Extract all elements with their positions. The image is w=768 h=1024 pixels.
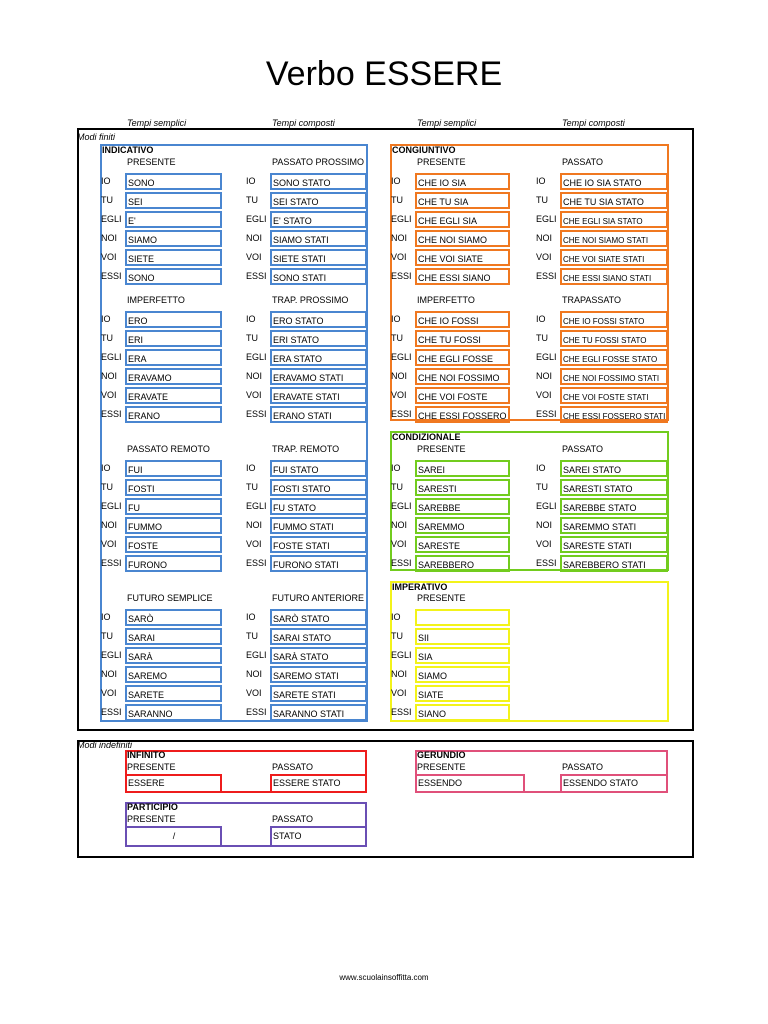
indicativo-title: INDICATIVO <box>102 145 154 155</box>
congiuntivo-presente-form: CHE ESSI SIANO <box>415 268 510 285</box>
condizionale-presente-form: SAREBBE <box>415 498 510 515</box>
imperativo-presente-pronoun: VOI <box>391 688 407 698</box>
indicativo-futuro-semplice-pronoun: VOI <box>101 688 117 698</box>
congiuntivo-passato-form: CHE TU SIA STATO <box>560 192 668 209</box>
indicativo-trapassato-remoto-form: FU STATO <box>270 498 367 515</box>
imperativo-presente-pronoun: ESSI <box>391 707 412 717</box>
indicativo-imperfetto-pronoun: NOI <box>101 371 118 381</box>
indicativo-passato-remoto-pronoun: ESSI <box>101 558 122 568</box>
indicativo-trapassato-remoto-form: FUI STATO <box>270 460 367 477</box>
condizionale-passato-form: SAREBBERO STATI <box>560 555 668 572</box>
indicativo-futuro-anteriore-pronoun: VOI <box>246 688 262 698</box>
indicativo-futuro-anteriore-form: SARÒ STATO <box>270 609 367 626</box>
participio-title: PARTICIPIO <box>127 802 178 812</box>
indicativo-trapassato-prossimo-form: ERI STATO <box>270 330 367 347</box>
gerundio-title: GERUNDIO <box>417 750 466 760</box>
imperativo-title: IMPERATIVO <box>392 582 448 592</box>
indicativo-futuro-anteriore-form: SAREMO STATI <box>270 666 367 683</box>
indicativo-trapassato-prossimo-pronoun: EGLI <box>246 352 267 362</box>
indicativo-futuro-anteriore-form: SARANNO STATI <box>270 704 367 721</box>
indicativo-passato-prossimo-pronoun: EGLI <box>246 214 267 224</box>
indicativo-futuro-semplice-form: SARÒ <box>125 609 222 626</box>
gerundio-presente-form: ESSENDO <box>415 774 525 793</box>
congiuntivo-presente-form: CHE IO SIA <box>415 173 510 190</box>
indicativo-imperfetto-form: ERA <box>125 349 222 366</box>
imperativo-presente-form <box>415 609 510 626</box>
imperativo-presente-pronoun: NOI <box>391 669 408 679</box>
condizionale-title: CONDIZIONALE <box>392 432 461 442</box>
indicativo-imperfetto-pronoun: ESSI <box>101 409 122 419</box>
indicativo-futuro-anteriore-form: SARETE STATI <box>270 685 367 702</box>
indicativo-passato-prossimo-form: SIAMO STATI <box>270 230 367 247</box>
indicativo-trapassato-remoto-pronoun: VOI <box>246 539 262 549</box>
modi-finiti-label: Modi finiti <box>77 132 116 142</box>
indicativo-trapassato-prossimo-pronoun: VOI <box>246 390 262 400</box>
congiuntivo-presente-pronoun: NOI <box>391 233 408 243</box>
participio-passato-form: STATO <box>270 826 367 847</box>
congiuntivo-trapassato-form: CHE ESSI FOSSERO STATI <box>560 406 668 423</box>
congiuntivo-presente-pronoun: ESSI <box>391 271 412 281</box>
condizionale-passato-pronoun: TU <box>536 482 548 492</box>
indicativo-futuro-semplice-form: SARETE <box>125 685 222 702</box>
indicativo-trapassato-remoto-pronoun: IO <box>246 463 256 473</box>
indicativo-trapassato-remoto-form: FURONO STATI <box>270 555 367 572</box>
indicativo-imperfetto-pronoun: EGLI <box>101 352 122 362</box>
indicativo-presente-form: E' <box>125 211 222 228</box>
indicativo-passato-remoto-pronoun: VOI <box>101 539 117 549</box>
congiuntivo-passato-pronoun: TU <box>536 195 548 205</box>
indicativo-presente-pronoun: ESSI <box>101 271 122 281</box>
indicativo-trapassato-remoto-form: FOSTI STATO <box>270 479 367 496</box>
indicativo-passato-remoto-form: FUMMO <box>125 517 222 534</box>
congiuntivo-passato-form: CHE NOI SIAMO STATI <box>560 230 668 247</box>
indicativo-passato-prossimo-form: E' STATO <box>270 211 367 228</box>
indicativo-trapassato-prossimo-pronoun: ESSI <box>246 409 267 419</box>
indicativo-trapassato-prossimo-form: ERAVATE STATI <box>270 387 367 404</box>
indicativo-presente-form: SIETE <box>125 249 222 266</box>
congiuntivo-presente-pronoun: IO <box>391 176 401 186</box>
indicativo-passato-prossimo-pronoun: ESSI <box>246 271 267 281</box>
condizionale-presente-pronoun: TU <box>391 482 403 492</box>
gerundio-passato-label: PASSATO <box>562 762 604 772</box>
indicativo-trapassato-remoto-pronoun: EGLI <box>246 501 267 511</box>
indicativo-trapassato-prossimo-pronoun: TU <box>246 333 258 343</box>
congiuntivo-imperfetto-pronoun: ESSI <box>391 409 412 419</box>
indicativo-trapassato-remoto-pronoun: TU <box>246 482 258 492</box>
congiuntivo-presente-pronoun: EGLI <box>391 214 412 224</box>
indicativo-trapassato-prossimo-form: ERA STATO <box>270 349 367 366</box>
indicativo-futuro-semplice-form: SARAI <box>125 628 222 645</box>
infinito-title: INFINITO <box>127 750 166 760</box>
congiuntivo-passato-pronoun: VOI <box>536 252 552 262</box>
indicativo-passato-remoto-pronoun: NOI <box>101 520 118 530</box>
indicativo-futuro-anteriore-form: SARAI STATO <box>270 628 367 645</box>
imperativo-presente-label: PRESENTE <box>417 593 466 603</box>
condizionale-passato-pronoun: VOI <box>536 539 552 549</box>
condizionale-presente-form: SAREI <box>415 460 510 477</box>
condizionale-presente-pronoun: ESSI <box>391 558 412 568</box>
indicativo-presente-pronoun: TU <box>101 195 113 205</box>
congiuntivo-presente-pronoun: VOI <box>391 252 407 262</box>
column-header-tempi-composti: Tempi composti <box>272 118 335 128</box>
condizionale-passato-pronoun: EGLI <box>536 501 557 511</box>
condizionale-passato-form: SAREMMO STATI <box>560 517 668 534</box>
indicativo-presente-label: PRESENTE <box>127 157 176 167</box>
indicativo-passato-remoto-pronoun: IO <box>101 463 111 473</box>
congiuntivo-presente-label: PRESENTE <box>417 157 466 167</box>
indicativo-passato-remoto-pronoun: EGLI <box>101 501 122 511</box>
congiuntivo-imperfetto-form: CHE VOI FOSTE <box>415 387 510 404</box>
congiuntivo-passato-form: CHE VOI SIATE STATI <box>560 249 668 266</box>
congiuntivo-presente-form: CHE VOI SIATE <box>415 249 510 266</box>
congiuntivo-imperfetto-form: CHE TU FOSSI <box>415 330 510 347</box>
participio-presente-label: PRESENTE <box>127 814 176 824</box>
condizionale-presente-label: PRESENTE <box>417 444 466 454</box>
indicativo-presente-pronoun: NOI <box>101 233 118 243</box>
congiuntivo-imperfetto-pronoun: NOI <box>391 371 408 381</box>
imperativo-presente-form: SIATE <box>415 685 510 702</box>
indicativo-passato-prossimo-form: SONO STATO <box>270 173 367 190</box>
congiuntivo-imperfetto-pronoun: IO <box>391 314 401 324</box>
congiuntivo-trapassato-form: CHE EGLI FOSSE STATO <box>560 349 668 366</box>
indicativo-trapassato-remoto-label: TRAP. REMOTO <box>272 444 340 454</box>
indicativo-passato-prossimo-pronoun: VOI <box>246 252 262 262</box>
indicativo-presente-form: SONO <box>125 268 222 285</box>
indicativo-trapassato-remoto-form: FUMMO STATI <box>270 517 367 534</box>
congiuntivo-trapassato-form: CHE TU FOSSI STATO <box>560 330 668 347</box>
footer-url: www.scuolainsoffitta.com <box>339 973 429 982</box>
indicativo-trapassato-remoto-pronoun: NOI <box>246 520 263 530</box>
participio-passato-label: PASSATO <box>272 814 314 824</box>
indicativo-passato-remoto-form: FUI <box>125 460 222 477</box>
indicativo-passato-prossimo-form: SONO STATI <box>270 268 367 285</box>
indicativo-presente-pronoun: VOI <box>101 252 117 262</box>
congiuntivo-title: CONGIUNTIVO <box>392 145 456 155</box>
imperativo-presente-form: SIANO <box>415 704 510 721</box>
condizionale-presente-pronoun: IO <box>391 463 401 473</box>
indicativo-passato-remoto-form: FOSTI <box>125 479 222 496</box>
indicativo-presente-pronoun: EGLI <box>101 214 122 224</box>
congiuntivo-passato-pronoun: IO <box>536 176 546 186</box>
condizionale-presente-pronoun: VOI <box>391 539 407 549</box>
condizionale-presente-form: SAREBBERO <box>415 555 510 572</box>
infinito-presente-label: PRESENTE <box>127 762 176 772</box>
congiuntivo-imperfetto-pronoun: VOI <box>391 390 407 400</box>
congiuntivo-presente-form: CHE EGLI SIA <box>415 211 510 228</box>
imperativo-presente-form: SII <box>415 628 510 645</box>
indicativo-trapassato-prossimo-form: ERAVAMO STATI <box>270 368 367 385</box>
indicativo-trapassato-remoto-form: FOSTE STATI <box>270 536 367 553</box>
indicativo-imperfetto-pronoun: VOI <box>101 390 117 400</box>
congiuntivo-imperfetto-form: CHE ESSI FOSSERO <box>415 406 510 423</box>
infinito-passato-label: PASSATO <box>272 762 314 772</box>
indicativo-passato-prossimo-pronoun: NOI <box>246 233 263 243</box>
imperativo-presente-form: SIAMO <box>415 666 510 683</box>
condizionale-presente-pronoun: NOI <box>391 520 408 530</box>
indicativo-futuro-anteriore-pronoun: NOI <box>246 669 263 679</box>
indicativo-passato-prossimo-label: PASSATO PROSSIMO <box>272 157 365 167</box>
indicativo-imperfetto-form: ERANO <box>125 406 222 423</box>
indicativo-futuro-semplice-label: FUTURO SEMPLICE <box>127 593 213 603</box>
indicativo-futuro-anteriore-pronoun: ESSI <box>246 707 267 717</box>
congiuntivo-trapassato-pronoun: EGLI <box>536 352 557 362</box>
indicativo-imperfetto-form: ERO <box>125 311 222 328</box>
indicativo-passato-prossimo-pronoun: TU <box>246 195 258 205</box>
indicativo-presente-form: SONO <box>125 173 222 190</box>
indicativo-trapassato-remoto-pronoun: ESSI <box>246 558 267 568</box>
indicativo-trapassato-prossimo-label: TRAP. PROSSIMO <box>272 295 349 305</box>
congiuntivo-trapassato-pronoun: TU <box>536 333 548 343</box>
indicativo-futuro-anteriore-pronoun: EGLI <box>246 650 267 660</box>
indicativo-trapassato-prossimo-pronoun: NOI <box>246 371 263 381</box>
congiuntivo-trapassato-pronoun: ESSI <box>536 409 557 419</box>
congiuntivo-presente-form: CHE NOI SIAMO <box>415 230 510 247</box>
indicativo-imperfetto-form: ERI <box>125 330 222 347</box>
indicativo-passato-prossimo-form: SEI STATO <box>270 192 367 209</box>
indicativo-passato-remoto-form: FURONO <box>125 555 222 572</box>
indicativo-passato-remoto-label: PASSATO REMOTO <box>127 444 210 454</box>
condizionale-presente-form: SARESTE <box>415 536 510 553</box>
indicativo-futuro-semplice-form: SARÀ <box>125 647 222 664</box>
indicativo-passato-prossimo-form: SIETE STATI <box>270 249 367 266</box>
participio-presente-form: / <box>125 826 222 847</box>
indicativo-futuro-semplice-pronoun: IO <box>101 612 111 622</box>
congiuntivo-imperfetto-pronoun: EGLI <box>391 352 412 362</box>
indicativo-imperfetto-label: IMPERFETTO <box>127 295 185 305</box>
congiuntivo-trapassato-pronoun: NOI <box>536 371 553 381</box>
column-header-tempi-composti: Tempi composti <box>562 118 625 128</box>
congiuntivo-passato-label: PASSATO <box>562 157 604 167</box>
modi-indefiniti-label: Modi indefiniti <box>77 740 133 750</box>
congiuntivo-passato-pronoun: NOI <box>536 233 553 243</box>
congiuntivo-trapassato-form: CHE NOI FOSSIMO STATI <box>560 368 668 385</box>
congiuntivo-trapassato-form: CHE IO FOSSI STATO <box>560 311 668 328</box>
congiuntivo-trapassato-form: CHE VOI FOSTE STATI <box>560 387 668 404</box>
congiuntivo-imperfetto-form: CHE NOI FOSSIMO <box>415 368 510 385</box>
page-title: Verbo ESSERE <box>265 55 503 93</box>
indicativo-passato-remoto-form: FOSTE <box>125 536 222 553</box>
column-header-tempi-semplici: Tempi semplici <box>127 118 187 128</box>
indicativo-presente-form: SEI <box>125 192 222 209</box>
condizionale-passato-pronoun: IO <box>536 463 546 473</box>
congiuntivo-imperfetto-form: CHE IO FOSSI <box>415 311 510 328</box>
indicativo-futuro-semplice-pronoun: ESSI <box>101 707 122 717</box>
indicativo-trapassato-prossimo-form: ERO STATO <box>270 311 367 328</box>
imperativo-presente-pronoun: IO <box>391 612 401 622</box>
condizionale-passato-label: PASSATO <box>562 444 604 454</box>
condizionale-presente-form: SARESTI <box>415 479 510 496</box>
gerundio-presente-label: PRESENTE <box>417 762 466 772</box>
indicativo-futuro-semplice-form: SAREMO <box>125 666 222 683</box>
condizionale-presente-form: SAREMMO <box>415 517 510 534</box>
congiuntivo-passato-pronoun: ESSI <box>536 271 557 281</box>
condizionale-passato-pronoun: ESSI <box>536 558 557 568</box>
indicativo-futuro-semplice-pronoun: TU <box>101 631 113 641</box>
imperativo-presente-pronoun: EGLI <box>391 650 412 660</box>
congiuntivo-passato-form: CHE IO SIA STATO <box>560 173 668 190</box>
indicativo-futuro-anteriore-label: FUTURO ANTERIORE <box>272 593 365 603</box>
congiuntivo-trapassato-pronoun: IO <box>536 314 546 324</box>
indicativo-presente-pronoun: IO <box>101 176 111 186</box>
gerundio-passato-form: ESSENDO STATO <box>560 774 668 793</box>
column-header-tempi-semplici: Tempi semplici <box>417 118 477 128</box>
congiuntivo-presente-pronoun: TU <box>391 195 403 205</box>
indicativo-presente-form: SIAMO <box>125 230 222 247</box>
indicativo-imperfetto-form: ERAVAMO <box>125 368 222 385</box>
congiuntivo-trapassato-label: TRAPASSATO <box>562 295 622 305</box>
indicativo-trapassato-prossimo-form: ERANO STATI <box>270 406 367 423</box>
indicativo-imperfetto-pronoun: IO <box>101 314 111 324</box>
congiuntivo-passato-form: CHE ESSI SIANO STATI <box>560 268 668 285</box>
imperativo-presente-form: SIA <box>415 647 510 664</box>
congiuntivo-passato-pronoun: EGLI <box>536 214 557 224</box>
condizionale-passato-form: SAREBBE STATO <box>560 498 668 515</box>
indicativo-passato-remoto-pronoun: TU <box>101 482 113 492</box>
infinito-presente-form: ESSERE <box>125 774 222 793</box>
indicativo-futuro-anteriore-form: SARÀ STATO <box>270 647 367 664</box>
imperativo-presente-pronoun: TU <box>391 631 403 641</box>
condizionale-passato-form: SARESTE STATI <box>560 536 668 553</box>
indicativo-trapassato-prossimo-pronoun: IO <box>246 314 256 324</box>
condizionale-passato-form: SAREI STATO <box>560 460 668 477</box>
indicativo-futuro-semplice-pronoun: EGLI <box>101 650 122 660</box>
indicativo-futuro-semplice-pronoun: NOI <box>101 669 118 679</box>
condizionale-passato-pronoun: NOI <box>536 520 553 530</box>
condizionale-presente-pronoun: EGLI <box>391 501 412 511</box>
indicativo-passato-prossimo-pronoun: IO <box>246 176 256 186</box>
indicativo-futuro-semplice-form: SARANNO <box>125 704 222 721</box>
indicativo-passato-remoto-form: FU <box>125 498 222 515</box>
indicativo-imperfetto-pronoun: TU <box>101 333 113 343</box>
indicativo-futuro-anteriore-pronoun: IO <box>246 612 256 622</box>
congiuntivo-trapassato-pronoun: VOI <box>536 390 552 400</box>
congiuntivo-imperfetto-pronoun: TU <box>391 333 403 343</box>
congiuntivo-presente-form: CHE TU SIA <box>415 192 510 209</box>
congiuntivo-imperfetto-label: IMPERFETTO <box>417 295 475 305</box>
infinito-passato-form: ESSERE STATO <box>270 774 367 793</box>
indicativo-futuro-anteriore-pronoun: TU <box>246 631 258 641</box>
congiuntivo-imperfetto-form: CHE EGLI FOSSE <box>415 349 510 366</box>
indicativo-imperfetto-form: ERAVATE <box>125 387 222 404</box>
congiuntivo-passato-form: CHE EGLI SIA STATO <box>560 211 668 228</box>
condizionale-passato-form: SARESTI STATO <box>560 479 668 496</box>
